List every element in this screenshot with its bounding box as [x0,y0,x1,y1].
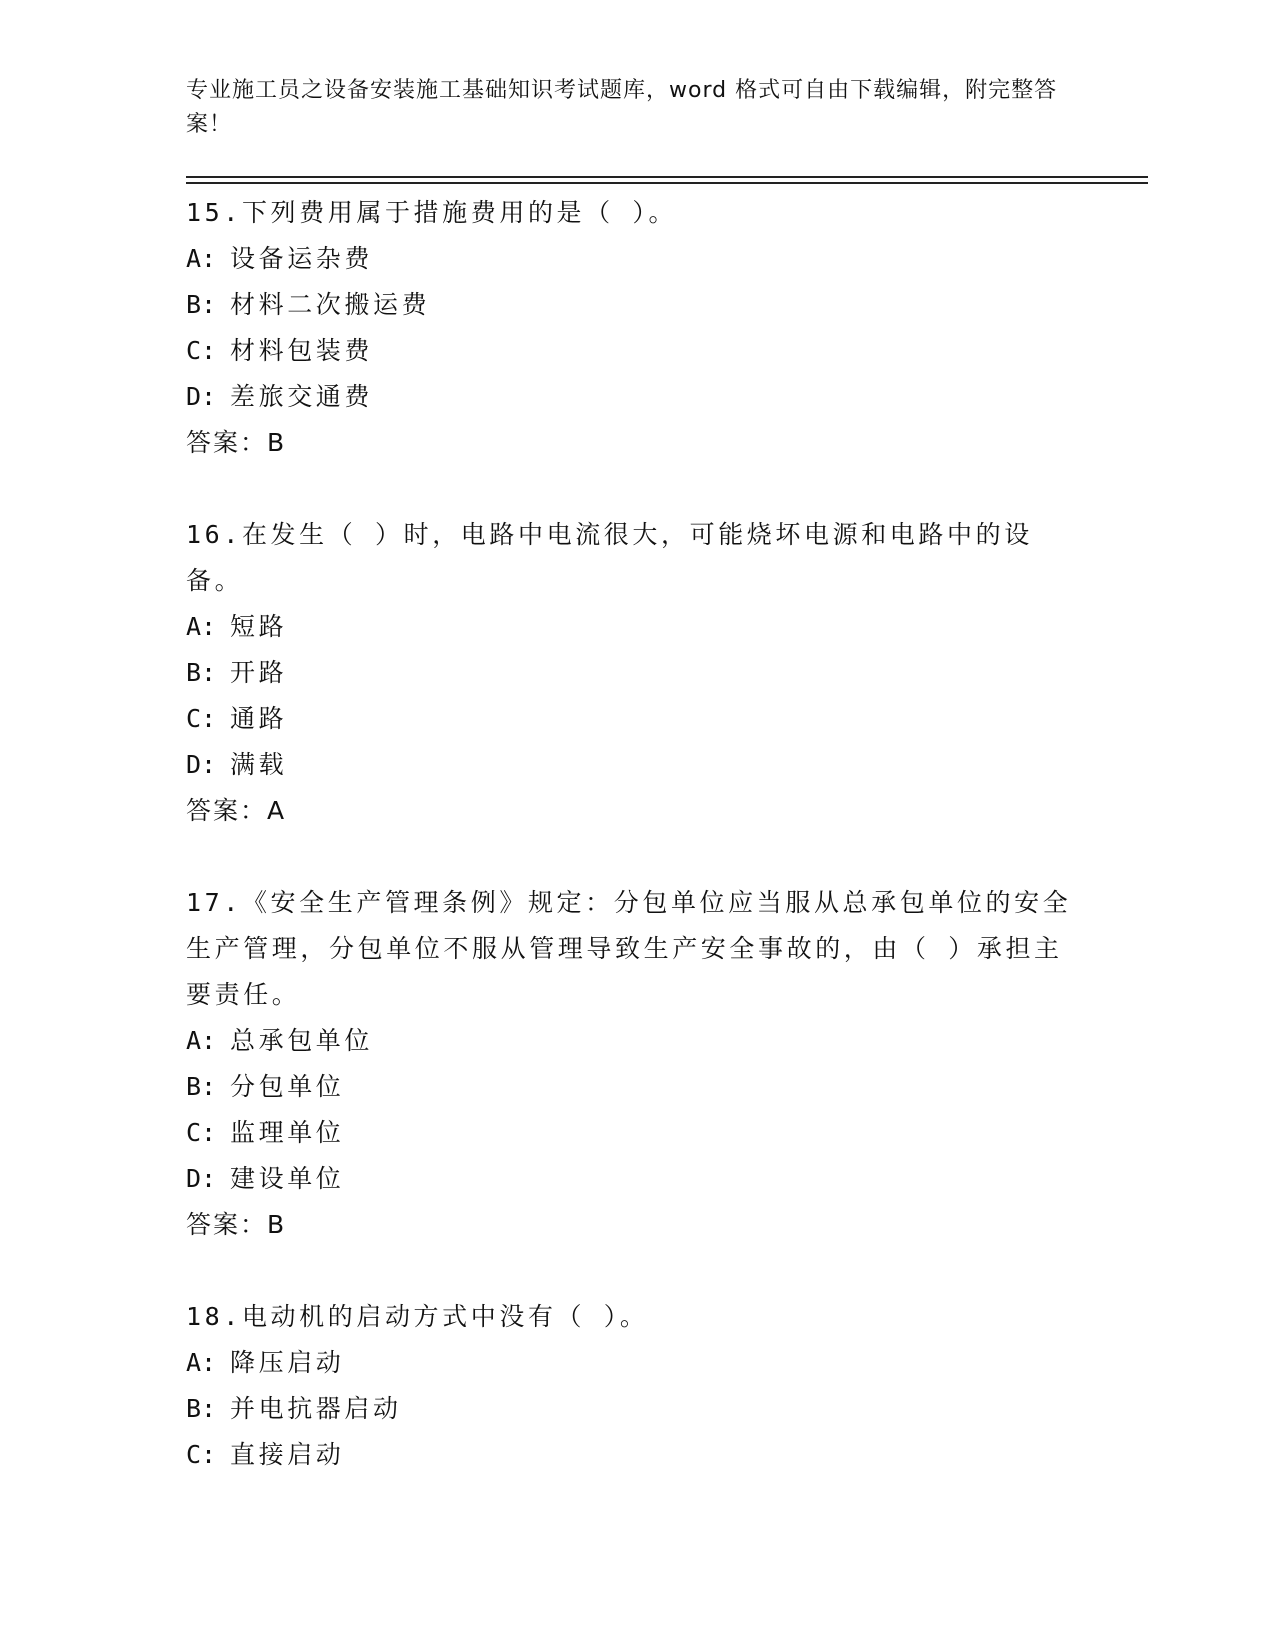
option-text: 材料包装费 [230,336,374,365]
option-d [186,374,1086,420]
option-text: 监理单位 [230,1118,345,1147]
header-divider-bottom [186,182,1148,184]
question-17 [186,880,1086,1248]
option-letter: A: [186,1348,217,1377]
option-letter: D: [186,382,217,411]
option-a [186,604,1086,650]
answer-line: 答案：B [186,428,287,457]
option-c [186,1432,1086,1478]
option-d [186,1156,1086,1202]
option-a [186,236,1086,282]
question-text: 15.下列费用属于措施费用的是（ ）。 [186,198,678,227]
option-letter: D: [186,1164,217,1193]
option-b [186,1386,1086,1432]
option-letter: A: [186,612,217,641]
option-letter: B: [186,1394,217,1423]
option-text: 并电抗器启动 [230,1394,402,1423]
option-text: 直接启动 [230,1440,345,1469]
option-b [186,282,1086,328]
option-text: 总承包单位 [230,1026,374,1055]
header-divider-top [186,176,1148,178]
option-letter: C: [186,704,217,733]
option-letter: A: [186,1026,217,1055]
question-15 [186,190,1086,466]
option-text: 降压启动 [230,1348,345,1377]
option-letter: C: [186,1440,217,1469]
question-text: 16.在发生（ ）时，电路中电流很大，可能烧坏电源和电路中的设备。 [186,520,1033,595]
option-text: 开路 [230,658,288,687]
question-18 [186,1294,1086,1478]
option-text: 短路 [230,612,288,641]
answer-line: 答案：A [186,796,287,825]
option-letter: B: [186,1072,217,1101]
option-text: 分包单位 [230,1072,345,1101]
option-text: 建设单位 [230,1164,345,1193]
question-16 [186,512,1086,834]
option-letter: D: [186,750,217,779]
option-letter: B: [186,658,217,687]
option-d [186,742,1086,788]
option-text: 设备运杂费 [230,244,374,273]
option-a [186,1340,1086,1386]
option-a [186,1018,1086,1064]
option-text: 材料二次搬运费 [230,290,431,319]
option-letter: C: [186,336,217,365]
question-list [186,190,1086,1524]
question-text: 17.《安全生产管理条例》规定：分包单位应当服从总承包单位的安全生产管理，分包单位不服从管理导致生产安全事故的，由（ ）承担主要责任。 [186,888,1072,1009]
document-header: 专业施工员之设备安装施工基础知识考试题库，word 格式可自由下载编辑，附完整答案！ [186,78,1058,137]
answer-line: 答案：B [186,1210,287,1239]
option-b [186,1064,1086,1110]
option-letter: C: [186,1118,217,1147]
option-text: 差旅交通费 [230,382,374,411]
option-text: 通路 [230,704,288,733]
option-text: 满载 [230,750,288,779]
option-b [186,650,1086,696]
option-c [186,1110,1086,1156]
option-c [186,328,1086,374]
option-c [186,696,1086,742]
option-letter: A: [186,244,217,273]
question-text: 18.电动机的启动方式中没有（ ）。 [186,1302,649,1331]
option-letter: B: [186,290,217,319]
